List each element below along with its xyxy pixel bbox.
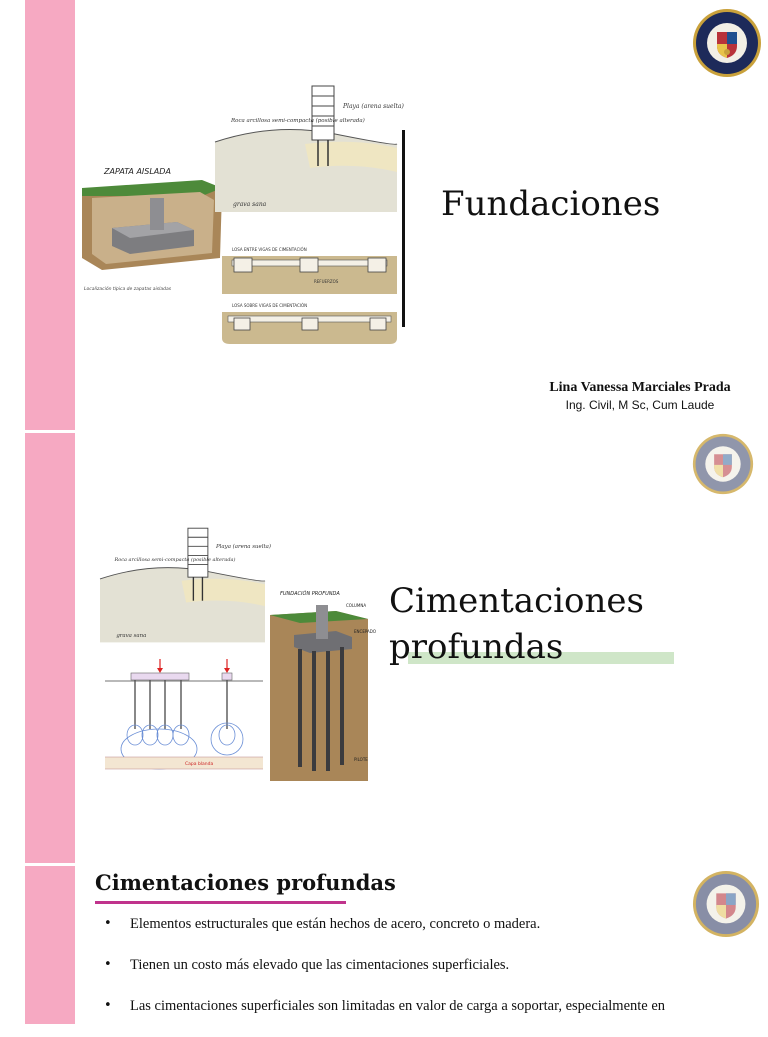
losa-entre-label: LOSA ENTRE VIGAS DE CIMENTACIÓN [232,247,307,252]
bullet-item: • Tienen un costo más elevado que las cimentaciones superficiales. [96,955,761,975]
bullet-item: • Las cimentaciones superficiales son limitadas en valor de carga a soportar, especialmente en [96,996,761,1016]
zapata-label: ZAPATA AISLADA [104,167,171,176]
zapata-aislada-sketch [82,158,222,298]
roca-label: Roca arcillosa semi-compacta (posible alterada) [231,118,365,124]
soil-profile-sketch [100,521,272,646]
soil-profile-sketch [215,82,404,212]
section-heading: Cimentaciones profundas [95,870,396,895]
capa-blanda-label: Capa blanda [185,762,214,767]
author-credentials: Ing. Civil, M Sc, Cum Laude [565,398,715,412]
bullet-item: • Elementos estructurales que están hechos de acero, concreto o madera. [96,914,761,934]
slide-title-line1: Cimentaciones [389,581,644,621]
pink-side-bar [25,433,75,863]
university-seal-icon [692,8,762,78]
slide-title-line2: profundas [389,627,564,667]
vertical-divider [402,130,405,327]
university-seal-icon [692,433,754,495]
refuerzos-label: REFUERZOS [314,279,339,284]
heading-underline [95,901,346,904]
author-name: Lina Vanessa Marciales Prada [549,380,731,395]
fundacion-profunda-label: FUNDACIÓN PROFUNDA [280,591,340,597]
bullet-list [96,914,761,1037]
deep-foundation-sketch [266,585,384,783]
losa-sobre-vigas-sketch [222,298,397,346]
encepado-label: ENCEPADO [354,629,376,634]
author-block [520,380,760,412]
losa-sobre-label: LOSA SOBRE VIGAS DE CIMENTACIÓN [232,303,308,308]
pile-stress-bulb-diagram [105,659,263,777]
slide-cimentaciones-detalle [0,866,768,1024]
grava-label: grava sana [233,201,267,208]
columna-label: COLUMNA [346,603,367,608]
pink-side-bar [25,0,75,430]
pilote-label: PILOTE [354,757,368,762]
roca-label: Roca arcillosa semi-compacta (posible alterada) [114,556,236,563]
playa-label: Playa (arena suelta) [343,103,404,110]
slide-fundaciones [0,0,768,430]
playa-label: Playa (arena suelta) [216,544,272,551]
grava-label: grava sana [116,632,147,639]
zapata-caption: Localización típica de zapatas aisladas [84,287,172,292]
slide-title-fundaciones: Fundaciones [441,184,661,224]
slide-cimentaciones-profundas [0,433,768,863]
losa-entre-vigas-sketch [222,242,397,294]
pink-side-bar [25,866,75,1024]
